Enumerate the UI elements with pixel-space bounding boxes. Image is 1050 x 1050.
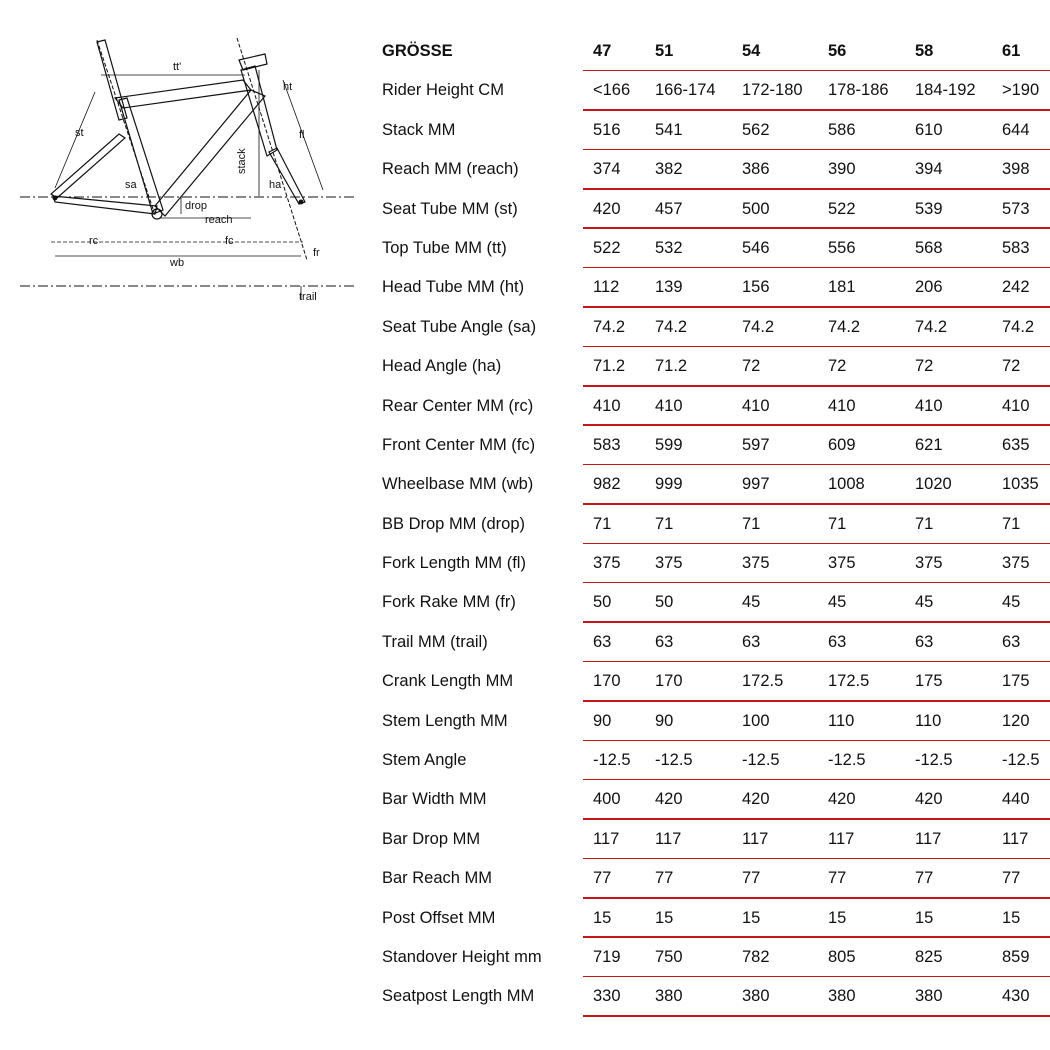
cell-size-54: 172.5 [742,672,784,691]
cell-size-51: 170 [655,672,683,691]
cell-size-58: 117 [915,829,942,848]
table-row [378,190,1050,229]
cell-size-54: 546 [742,238,770,257]
cell-size-56: 77 [828,869,847,888]
cell-size-61: 430 [1002,987,1030,1006]
cell-size-56: 375 [828,554,856,573]
rear-axle [53,196,58,201]
cell-size-47: 583 [593,435,621,454]
size-header-47: 47 [593,42,612,60]
cell-size-51: 71.2 [655,357,688,376]
cell-size-56: 71 [828,514,847,533]
cell-size-47: 375 [593,554,621,573]
table-row [378,662,1050,701]
cell-size-47: -12.5 [593,751,631,770]
cell-size-54: 45 [742,593,761,612]
label-rc: rc [89,235,99,247]
cell-size-51: 166-174 [655,81,716,100]
row-label: Crank Length MM [382,672,514,691]
cell-size-51: 15 [655,908,674,927]
cell-size-47: 400 [593,790,621,809]
cell-size-61: 644 [1002,120,1030,139]
row-label: Seat Tube MM (st) [382,199,518,218]
cell-size-58: 110 [915,711,942,730]
cell-size-61: 410 [1002,396,1030,415]
table-row [378,623,1050,662]
cell-size-54: 375 [742,554,770,573]
row-label: Head Angle (ha) [382,357,502,376]
table-row [378,505,1050,544]
cell-size-61: 242 [1002,278,1030,297]
cell-size-61: 15 [1002,908,1021,927]
cell-size-54: 782 [742,947,770,966]
size-header-58: 58 [915,42,934,60]
cell-size-61: 175 [1002,672,1030,691]
size-header-61: 61 [1002,42,1021,60]
chain-stay [53,196,157,214]
cell-size-58: 74.2 [915,317,948,336]
cell-size-47: 719 [593,947,621,966]
label-trail: trail [299,291,317,303]
cell-size-47: 112 [593,278,620,297]
front-axle [299,200,304,205]
cell-size-58: 71 [915,514,934,533]
cell-size-51: -12.5 [655,751,693,770]
row-label: Standover Height mm [382,947,542,966]
cell-size-56: 410 [828,396,856,415]
size-header-label: GRÖSSE [382,42,453,60]
cell-size-51: 90 [655,711,674,730]
cell-size-54: 77 [742,869,761,888]
cell-size-47: 71 [593,514,612,533]
frame-diagram-svg [15,30,360,310]
cell-size-61: 63 [1002,632,1021,651]
table-row [378,308,1050,347]
cell-size-47: 50 [593,593,612,612]
label-ht: ht [283,81,293,93]
cell-size-58: 206 [915,278,943,297]
row-label: Wheelbase MM (wb) [382,475,534,494]
label-drop: drop [185,200,208,212]
row-label: Front Center MM (fc) [382,435,536,454]
cell-size-61: 120 [1002,711,1030,730]
cell-size-47: 71.2 [593,357,626,376]
cell-size-54: 597 [742,435,770,454]
cell-size-54: 74.2 [742,317,775,336]
cell-size-56: 181 [828,278,856,297]
row-label: Reach MM (reach) [382,160,519,179]
cell-size-56: 380 [828,987,856,1006]
cell-size-58: 568 [915,238,943,257]
cell-size-61: 398 [1002,160,1030,179]
table-row [378,859,1050,898]
row-label: Bar Width MM [382,790,487,809]
cell-size-47: 170 [593,672,621,691]
cell-size-58: 420 [915,790,943,809]
label-reach: reach [205,214,233,226]
cell-size-61: 635 [1002,435,1030,454]
row-label: Seat Tube Angle (sa) [382,317,537,336]
geometry-table [378,32,1050,1017]
cell-size-51: 420 [655,790,683,809]
cell-size-47: 516 [593,120,621,139]
label-fl: fl [299,129,305,141]
cell-size-54: 500 [742,199,770,218]
cell-size-54: 410 [742,396,770,415]
cell-size-56: 63 [828,632,847,651]
cell-size-51: 410 [655,396,683,415]
cell-size-56: 178-186 [828,81,889,100]
cell-size-56: 45 [828,593,847,612]
cell-size-61: -12.5 [1002,751,1040,770]
label-st: st [75,127,84,139]
row-label: Bar Reach MM [382,869,493,888]
cell-size-47: 374 [593,160,621,179]
cell-size-58: 539 [915,199,943,218]
cell-size-47: 522 [593,238,621,257]
table-row [378,899,1050,938]
cell-size-58: 184-192 [915,81,976,100]
cell-size-51: 117 [655,829,682,848]
cell-size-56: 74.2 [828,317,861,336]
cell-size-58: 175 [915,672,943,691]
cell-size-54: 156 [742,278,770,297]
table-row [378,71,1050,110]
cell-size-56: 15 [828,908,847,927]
cell-size-51: 380 [655,987,683,1006]
cell-size-61: >190 [1002,81,1040,100]
row-label: Seatpost Length MM [382,987,535,1006]
cell-size-54: 63 [742,632,761,651]
row-label: Rear Center MM (rc) [382,396,534,415]
cell-size-61: 71 [1002,514,1021,533]
cell-size-58: 77 [915,869,934,888]
cell-size-54: -12.5 [742,751,780,770]
cell-size-51: 382 [655,160,683,179]
cell-size-54: 420 [742,790,770,809]
cell-size-51: 50 [655,593,674,612]
table-row [378,465,1050,504]
cell-size-47: 90 [593,711,612,730]
cell-size-51: 71 [655,514,674,533]
cell-size-56: 556 [828,238,856,257]
cell-size-47: 410 [593,396,621,415]
table-row [378,820,1050,859]
cell-size-56: 522 [828,199,856,218]
seat-stay [51,134,125,198]
cell-size-61: 859 [1002,947,1030,966]
cell-size-51: 74.2 [655,317,688,336]
cell-size-54: 172-180 [742,81,803,100]
cell-size-51: 139 [655,278,683,297]
label-fc: fc [225,235,234,247]
label-tt: tt' [173,61,182,73]
row-label: Stack MM [382,120,456,139]
cell-size-61: 1035 [1002,475,1039,494]
cell-size-54: 100 [742,711,770,730]
cell-size-47: <166 [593,81,631,100]
cell-size-58: 394 [915,160,943,179]
cell-size-56: 805 [828,947,856,966]
cell-size-58: 15 [915,908,934,927]
cell-size-51: 375 [655,554,683,573]
row-label: Stem Angle [382,751,467,770]
table-row [378,347,1050,386]
bike-geometry-diagram [15,30,360,310]
cell-size-54: 71 [742,514,761,533]
label-wb: wb [170,257,185,269]
row-label: Fork Rake MM (fr) [382,593,516,612]
cell-size-58: 610 [915,120,943,139]
cell-size-58: 380 [915,987,943,1006]
table-row [378,544,1050,583]
cell-size-51: 457 [655,199,683,218]
label-ha: ha [269,179,282,191]
cell-size-58: 621 [915,435,943,454]
cell-size-61: 440 [1002,790,1030,809]
top-tube [115,80,251,108]
cell-size-56: 117 [828,829,855,848]
cell-size-61: 45 [1002,593,1021,612]
cell-size-56: 586 [828,120,856,139]
table-row [378,938,1050,977]
cell-size-58: 410 [915,396,943,415]
cell-size-54: 15 [742,908,761,927]
cell-size-54: 117 [742,829,769,848]
table-header-row [378,32,1050,71]
cell-size-61: 74.2 [1002,317,1035,336]
table-row [378,426,1050,465]
cell-size-51: 599 [655,435,683,454]
cell-size-58: 72 [915,357,934,376]
cell-size-47: 74.2 [593,317,626,336]
cell-size-58: 825 [915,947,943,966]
cell-size-56: 390 [828,160,856,179]
table-row [378,268,1050,307]
row-label: Stem Length MM [382,711,508,730]
table-row [378,583,1050,622]
cell-size-51: 999 [655,475,683,494]
cell-size-47: 330 [593,987,621,1006]
cell-size-47: 77 [593,869,612,888]
cell-size-56: -12.5 [828,751,866,770]
table-row [378,111,1050,150]
table-row [378,977,1050,1016]
cell-size-47: 982 [593,475,621,494]
row-label: Fork Length MM (fl) [382,554,526,573]
cell-size-51: 541 [655,120,683,139]
label-stack: stack [236,148,248,174]
row-label: Top Tube MM (tt) [382,238,507,257]
row-label: Head Tube MM (ht) [382,278,525,297]
cell-size-56: 110 [828,711,855,730]
cell-size-56: 609 [828,435,856,454]
cell-size-54: 386 [742,160,770,179]
cell-size-58: 375 [915,554,943,573]
row-label: BB Drop MM (drop) [382,514,526,533]
size-header-54: 54 [742,42,761,60]
cell-size-61: 573 [1002,199,1030,218]
cell-size-56: 420 [828,790,856,809]
row-label: Trail MM (trail) [382,632,488,651]
size-header-51: 51 [655,42,674,60]
size-header-56: 56 [828,42,847,60]
cell-size-51: 77 [655,869,674,888]
cell-size-54: 997 [742,475,770,494]
cell-size-58: 63 [915,632,934,651]
cell-size-47: 63 [593,632,612,651]
row-label: Post Offset MM [382,908,496,927]
cell-size-61: 72 [1002,357,1021,376]
table-row [378,702,1050,741]
label-sa: sa [125,179,137,191]
cell-size-58: 1020 [915,475,952,494]
cell-size-56: 1008 [828,475,865,494]
cell-size-47: 117 [593,829,620,848]
table-row [378,780,1050,819]
table-row [378,741,1050,780]
table-row [378,387,1050,426]
cell-size-51: 750 [655,947,683,966]
cell-size-58: 45 [915,593,934,612]
cell-size-61: 583 [1002,238,1030,257]
cell-size-58: -12.5 [915,751,953,770]
cell-size-47: 420 [593,199,621,218]
cell-size-61: 117 [1002,829,1029,848]
cell-size-47: 15 [593,908,612,927]
table-row [378,150,1050,189]
row-label: Rider Height CM [382,81,504,100]
table-row [378,229,1050,268]
cell-size-51: 532 [655,238,683,257]
cell-size-54: 380 [742,987,770,1006]
cell-size-61: 77 [1002,869,1021,888]
cell-size-54: 562 [742,120,770,139]
cell-size-56: 72 [828,357,847,376]
row-divider [583,1015,1050,1017]
cell-size-54: 72 [742,357,761,376]
cell-size-56: 172.5 [828,672,870,691]
row-label: Bar Drop MM [382,829,481,848]
label-fr: fr [313,247,320,259]
cell-size-61: 375 [1002,554,1030,573]
cell-size-51: 63 [655,632,674,651]
